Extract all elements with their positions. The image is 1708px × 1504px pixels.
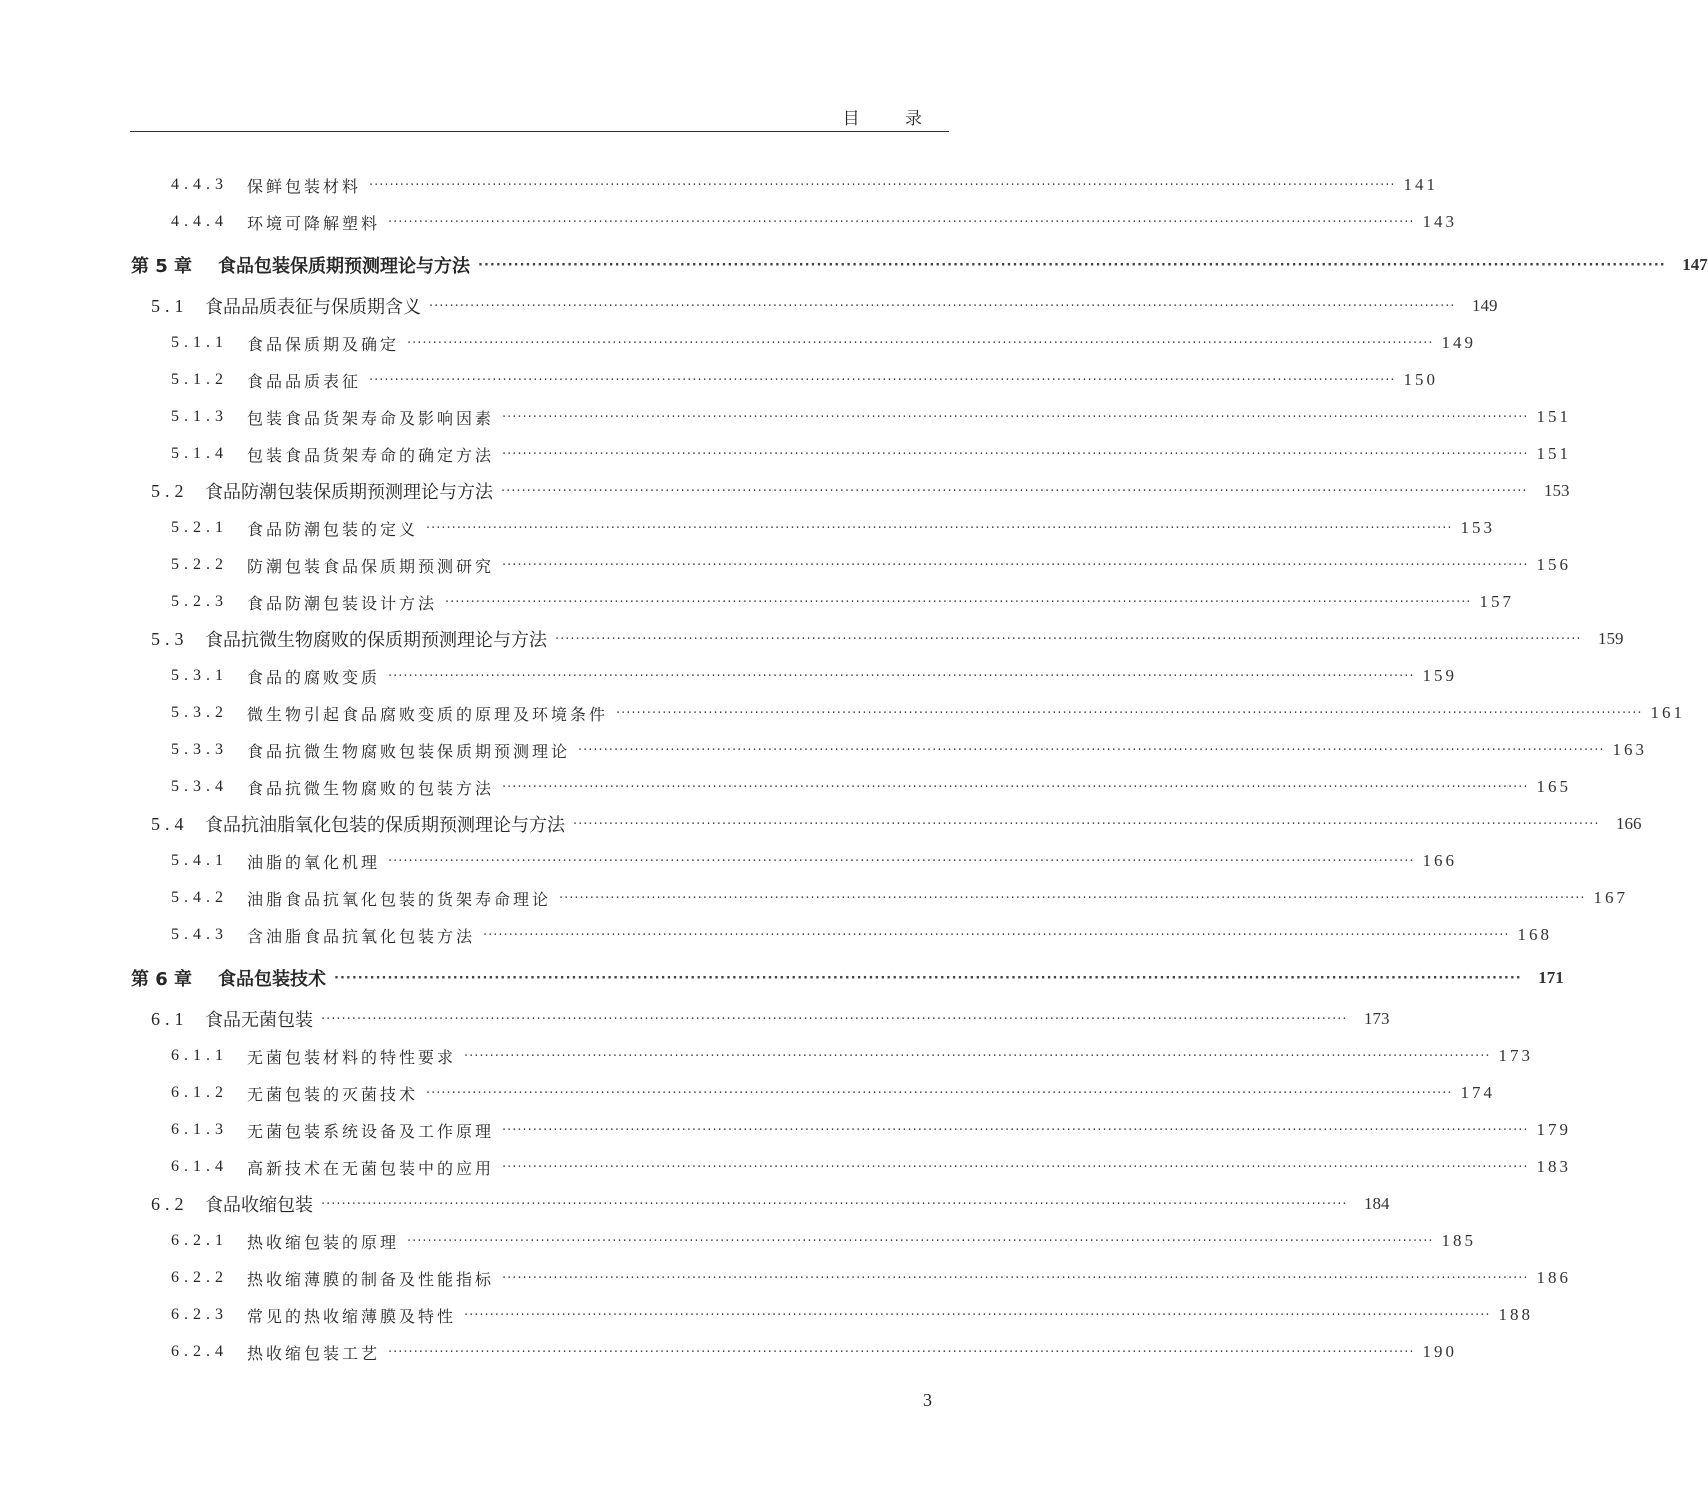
toc-entry-section [151, 293, 1498, 319]
toc-entry-section [151, 626, 1624, 652]
toc-entry-sub [171, 209, 1457, 235]
toc-entry-number: 6.2.1 [171, 1232, 228, 1249]
toc-entry-title: 食品抗微生物腐败的包装方法 [247, 778, 495, 798]
toc-entry-number: 5.1.4 [171, 445, 228, 462]
toc-entry-sub [171, 885, 1628, 911]
toc-entry-page: 149 [1441, 333, 1476, 352]
toc-entry-sub [171, 172, 1438, 198]
toc-entry-number: 5.1.3 [171, 408, 228, 425]
toc-entry-page: 173 [1498, 1046, 1533, 1065]
toc-dot-leader: ········································································································································································································ [445, 594, 1472, 610]
toc-entry-title: 无菌包装材料的特性要求 [247, 1047, 457, 1067]
toc-dot-leader: ········································································································································································································ [555, 631, 1582, 647]
toc-dot-leader: ········································································································································································································ [559, 890, 1586, 906]
toc-entry-page: 174 [1460, 1083, 1495, 1102]
toc-entry-page: 166 [1422, 851, 1457, 870]
toc-entry-number: 5.2.1 [171, 519, 228, 536]
toc-entry-number: 6.1.3 [171, 1121, 228, 1138]
toc-entry-section [151, 478, 1570, 504]
toc-entry-sub [171, 1154, 1571, 1180]
toc-entry-number: 5.2 [151, 480, 189, 501]
toc-entry-title: 无菌包装系统设备及工作原理 [247, 1121, 495, 1141]
toc-dot-leader: ········································································································································································································ [501, 483, 1528, 499]
toc-entry-title: 微生物引起食品腐败变质的原理及环境条件 [247, 704, 609, 724]
toc-entry-title: 无菌包装的灭菌技术 [247, 1084, 419, 1104]
toc-entry-sub [171, 441, 1571, 467]
toc-entry-title: 食品防潮包装保质期预测理论与方法 [205, 482, 493, 503]
toc-entry-page: 167 [1593, 888, 1628, 907]
toc-entry-title: 高新技术在无菌包装中的应用 [247, 1158, 495, 1178]
toc-entry-title: 食品的腐败变质 [247, 667, 381, 687]
toc-entry-page: 186 [1536, 1268, 1571, 1287]
toc-entry-page: 161 [1650, 703, 1685, 722]
toc-entry-number: 第 6 章 [131, 969, 193, 990]
toc-entry-sub [171, 1339, 1457, 1365]
toc-entry-title: 常见的热收缩薄膜及特性 [247, 1306, 457, 1326]
toc-entry-number: 5.2.2 [171, 556, 228, 573]
toc-dot-leader: ········································································································································································································ [429, 298, 1456, 314]
toc-entry-number: 5.4 [151, 813, 189, 834]
toc-entry-page: 150 [1403, 370, 1438, 389]
page-header-title: 目 录 [842, 109, 942, 129]
toc-entry-number: 5.3.4 [171, 778, 228, 795]
toc-entry-sub [171, 1302, 1533, 1328]
toc-entry-page: 179 [1536, 1120, 1571, 1139]
toc-entry-number: 6.1.4 [171, 1158, 228, 1175]
toc-entry-number: 5.2.3 [171, 593, 228, 610]
toc-entry-number: 6.2.3 [171, 1306, 228, 1323]
toc-entry-sub [171, 1117, 1571, 1143]
toc-entry-page: 184 [1363, 1194, 1390, 1213]
toc-entry-title: 热收缩包装工艺 [247, 1343, 381, 1363]
toc-entry-number: 5.3.3 [171, 741, 228, 758]
toc-dot-leader: ········································································································································································································ [483, 927, 1510, 943]
toc-entry-number: 6.2.4 [171, 1343, 228, 1360]
toc-entry-page: 157 [1479, 592, 1514, 611]
toc-entry-title: 包装食品货架寿命的确定方法 [247, 445, 495, 465]
toc-entry-chapter [131, 965, 1564, 991]
toc-dot-leader: ········································································································································································································ [388, 214, 1415, 230]
toc-entry-number: 5.3.2 [171, 704, 228, 721]
toc-entry-page: 141 [1403, 175, 1438, 194]
toc-entry-number: 5.1 [151, 295, 189, 316]
toc-entry-page: 168 [1517, 925, 1552, 944]
toc-entry-title: 热收缩包装的原理 [247, 1232, 400, 1252]
toc-entry-sub [171, 515, 1495, 541]
toc-entry-number: 5.1.2 [171, 371, 228, 388]
toc-entry-title: 食品抗微生物腐败包装保质期预测理论 [247, 741, 571, 761]
toc-dot-leader: ········································································································································································································ [573, 816, 1600, 832]
toc-dot-leader: ········································································································································································································ [388, 1344, 1415, 1360]
toc-dot-leader: ········································································································································································································ [407, 335, 1434, 351]
toc-entry-section [151, 1006, 1390, 1032]
toc-entry-title: 热收缩薄膜的制备及性能指标 [247, 1269, 495, 1289]
toc-entry-page: 159 [1422, 666, 1457, 685]
toc-entry-page: 190 [1422, 1342, 1457, 1361]
toc-entry-page: 156 [1536, 555, 1571, 574]
toc-dot-leader: ········································································································································································································ [616, 705, 1643, 721]
toc-entry-title: 食品收缩包装 [205, 1195, 313, 1216]
toc-entry-title: 食品抗油脂氧化包装的保质期预测理论与方法 [205, 815, 565, 836]
toc-entry-title: 保鲜包装材料 [247, 176, 362, 196]
toc-dot-leader: ········································································································································································································ [426, 520, 1453, 536]
toc-dot-leader: ········································································································································································································ [388, 668, 1415, 684]
toc-dot-leader: ········································································································································································································ [578, 742, 1605, 758]
toc-dot-leader: ········································································································································································································ [388, 853, 1415, 869]
toc-entry-page: 163 [1612, 740, 1647, 759]
toc-entry-sub [171, 1265, 1571, 1291]
page-number: 3 [923, 1390, 932, 1410]
toc-dot-leader: ········································································································································································································ [502, 446, 1529, 462]
toc-entry-sub [171, 589, 1514, 615]
toc-dot-leader: ········································································································································································································ [426, 1085, 1453, 1101]
toc-dot-leader: ········································································································································································································ [502, 779, 1529, 795]
toc-dot-leader: ········································································································································································································ [478, 257, 1666, 273]
toc-entry-title: 食品保质期及确定 [247, 334, 400, 354]
toc-dot-leader: ········································································································································································································ [502, 409, 1529, 425]
toc-entry-number: 6.2.2 [171, 1269, 228, 1286]
toc-entry-title: 食品防潮包装的定义 [247, 519, 419, 539]
toc-entry-sub [171, 663, 1457, 689]
toc-entry-number: 5.3.1 [171, 667, 228, 684]
toc-dot-leader: ········································································································································································································ [369, 177, 1396, 193]
toc-entry-title: 油脂的氧化机理 [247, 852, 381, 872]
toc-entry-title: 防潮包装食品保质期预测研究 [247, 556, 495, 576]
toc-entry-sub [171, 774, 1571, 800]
toc-entry-number: 6.1.2 [171, 1084, 228, 1101]
toc-dot-leader: ········································································································································································································ [321, 1196, 1348, 1212]
toc-entry-title: 环境可降解塑料 [247, 213, 381, 233]
toc-entry-page: 147 [1682, 255, 1708, 274]
toc-dot-leader: ········································································································································································································ [502, 1270, 1529, 1286]
toc-entry-page: 153 [1460, 518, 1495, 537]
toc-entry-page: 183 [1536, 1157, 1571, 1176]
toc-entry-title: 食品包装技术 [218, 969, 326, 990]
toc-entry-page: 185 [1441, 1231, 1476, 1250]
toc-entry-number: 4.4.3 [171, 176, 228, 193]
toc-entry-number: 5.1.1 [171, 334, 228, 351]
toc-entry-number: 5.4.1 [171, 852, 228, 869]
toc-entry-number: 4.4.4 [171, 213, 228, 230]
toc-dot-leader: ········································································································································································································ [464, 1048, 1491, 1064]
toc-entry-page: 151 [1536, 407, 1571, 426]
toc-entry-page: 165 [1536, 777, 1571, 796]
toc-dot-leader: ········································································································································································································ [464, 1307, 1491, 1323]
toc-dot-leader: ········································································································································································································ [321, 1011, 1348, 1027]
toc-entry-page: 153 [1543, 481, 1570, 500]
toc-entry-number: 6.1 [151, 1008, 189, 1029]
toc-entry-sub [171, 848, 1457, 874]
toc-entry-sub [171, 1080, 1495, 1106]
toc-entry-page: 166 [1615, 814, 1642, 833]
toc-entry-chapter [131, 252, 1708, 278]
toc-entry-title: 食品包装保质期预测理论与方法 [218, 256, 470, 277]
toc-dot-leader: ········································································································································································································ [407, 1233, 1434, 1249]
toc-entry-title: 油脂食品抗氧化包装的货架寿命理论 [247, 889, 552, 909]
toc-entry-number: 5.4.3 [171, 926, 228, 943]
toc-entry-title: 食品无菌包装 [205, 1010, 313, 1031]
toc-dot-leader: ········································································································································································································ [502, 1159, 1529, 1175]
toc-dot-leader: ········································································································································································································ [334, 970, 1522, 986]
toc-entry-section [151, 1191, 1390, 1217]
toc-dot-leader: ········································································································································································································ [369, 372, 1396, 388]
toc-entry-sub [171, 367, 1438, 393]
toc-entry-sub [171, 737, 1647, 763]
toc-entry-page: 171 [1538, 968, 1564, 987]
toc-entry-title: 包装食品货架寿命及影响因素 [247, 408, 495, 428]
toc-entry-sub [171, 552, 1571, 578]
toc-entry-sub [171, 404, 1571, 430]
toc-dot-leader: ········································································································································································································ [502, 557, 1529, 573]
toc-entry-number: 6.1.1 [171, 1047, 228, 1064]
toc-entry-title: 食品品质表征与保质期含义 [205, 297, 421, 318]
toc-entry-section [151, 811, 1642, 837]
toc-entry-sub [171, 1043, 1533, 1069]
toc-entry-sub [171, 330, 1476, 356]
toc-dot-leader: ········································································································································································································ [502, 1122, 1529, 1138]
toc-entry-number: 6.2 [151, 1193, 189, 1214]
toc-entry-page: 173 [1363, 1009, 1390, 1028]
toc-entry-sub [171, 700, 1685, 726]
toc-entry-number: 5.3 [151, 628, 189, 649]
toc-entry-page: 151 [1536, 444, 1571, 463]
toc-entry-number: 5.4.2 [171, 889, 228, 906]
toc-entry-title: 食品防潮包装设计方法 [247, 593, 438, 613]
toc-entry-title: 食品品质表征 [247, 371, 362, 391]
toc-entry-page: 188 [1498, 1305, 1533, 1324]
toc-entry-title: 含油脂食品抗氧化包装方法 [247, 926, 476, 946]
toc-entry-sub [171, 922, 1552, 948]
toc-entry-number: 第 5 章 [131, 256, 193, 277]
toc-entry-title: 食品抗微生物腐败的保质期预测理论与方法 [205, 630, 547, 651]
toc-entry-page: 149 [1471, 296, 1498, 315]
toc-entry-sub [171, 1228, 1476, 1254]
toc-entry-page: 143 [1422, 212, 1457, 231]
toc-entry-page: 159 [1597, 629, 1624, 648]
